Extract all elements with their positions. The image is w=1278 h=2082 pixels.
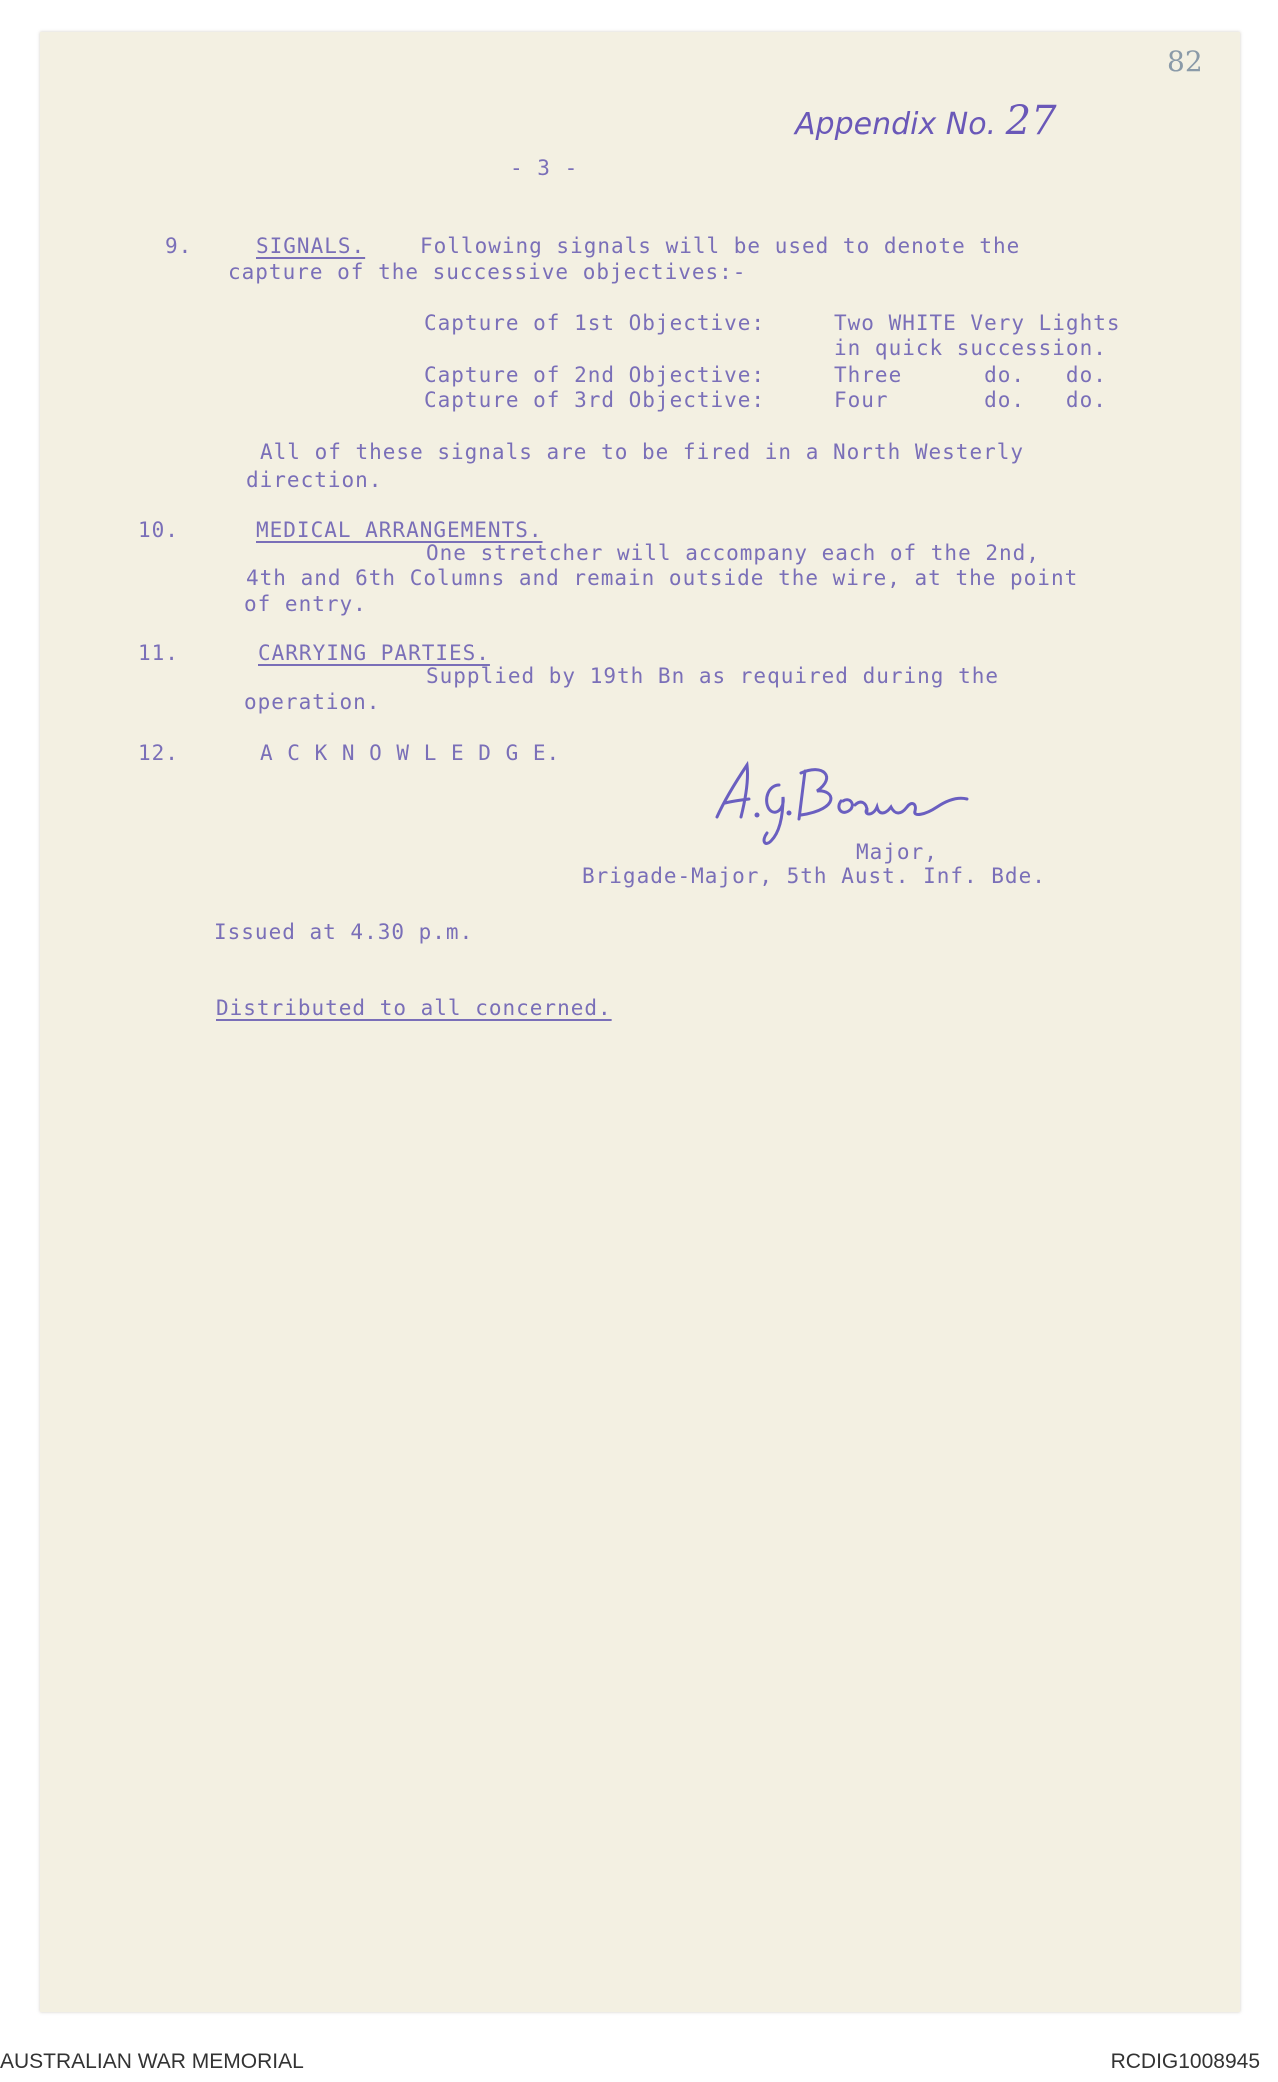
para-10-heading: MEDICAL ARRANGEMENTS. [256,518,543,542]
para-9-number: 9. [165,234,193,258]
footer-record-id: RCDIG1008945 [1110,2050,1260,2073]
para-11-number: 11. [138,641,179,665]
para-9-note-2: direction. [246,468,383,492]
para-10-line-2: 4th and 6th Columns and remain outside the wire, at the point [246,566,1079,590]
signal-row-1-label: Capture of 1st Objective: [424,311,766,335]
para-10-line-1: One stretcher will accompany each of the 2nd, [426,541,1040,565]
signature [705,755,975,850]
para-10-line-3: of entry. [244,592,367,616]
appendix-label: Appendix No. [795,107,997,142]
para-9-heading: SIGNALS. [256,234,366,258]
para-11-line-2: operation. [244,690,381,714]
signal-row-4-value: Four do. do. [834,388,1107,412]
signatory-position: Brigade-Major, 5th Aust. Inf. Bde. [582,864,1046,888]
page-number: - 3 - [510,156,579,180]
para-9-line-2: capture of the successive objectives:- [228,260,747,284]
footer-institution: AUSTRALIAN WAR MEMORIAL [0,2050,304,2073]
para-12-number: 12. [138,741,179,765]
para-9-note-1: All of these signals are to be fired in a North Westerly [260,440,1025,464]
distribution-note: Distributed to all concerned. [216,996,612,1020]
para-11-line-1: Supplied by 19th Bn as required during the [426,664,1000,688]
signal-row-2-value: in quick succession. [834,336,1107,360]
appendix-stamp [795,98,1057,144]
acknowledge: A C K N O W L E D G E. [260,741,561,765]
folio-number: 82 [1167,45,1203,78]
para-10-number: 10. [138,518,179,542]
para-9-line-1: Following signals will be used to denote the [420,234,1021,258]
issued-time: Issued at 4.30 p.m. [214,920,474,944]
signatory-rank: Major, [856,840,938,864]
para-11-heading: CARRYING PARTIES. [258,641,490,665]
signal-row-1-value: Two WHITE Very Lights [834,311,1121,335]
appendix-number: 27 [1005,98,1057,144]
signal-row-3-label: Capture of 2nd Objective: [424,363,766,387]
signal-row-4-label: Capture of 3rd Objective: [424,388,766,412]
signal-row-3-value: Three do. do. [834,363,1107,387]
